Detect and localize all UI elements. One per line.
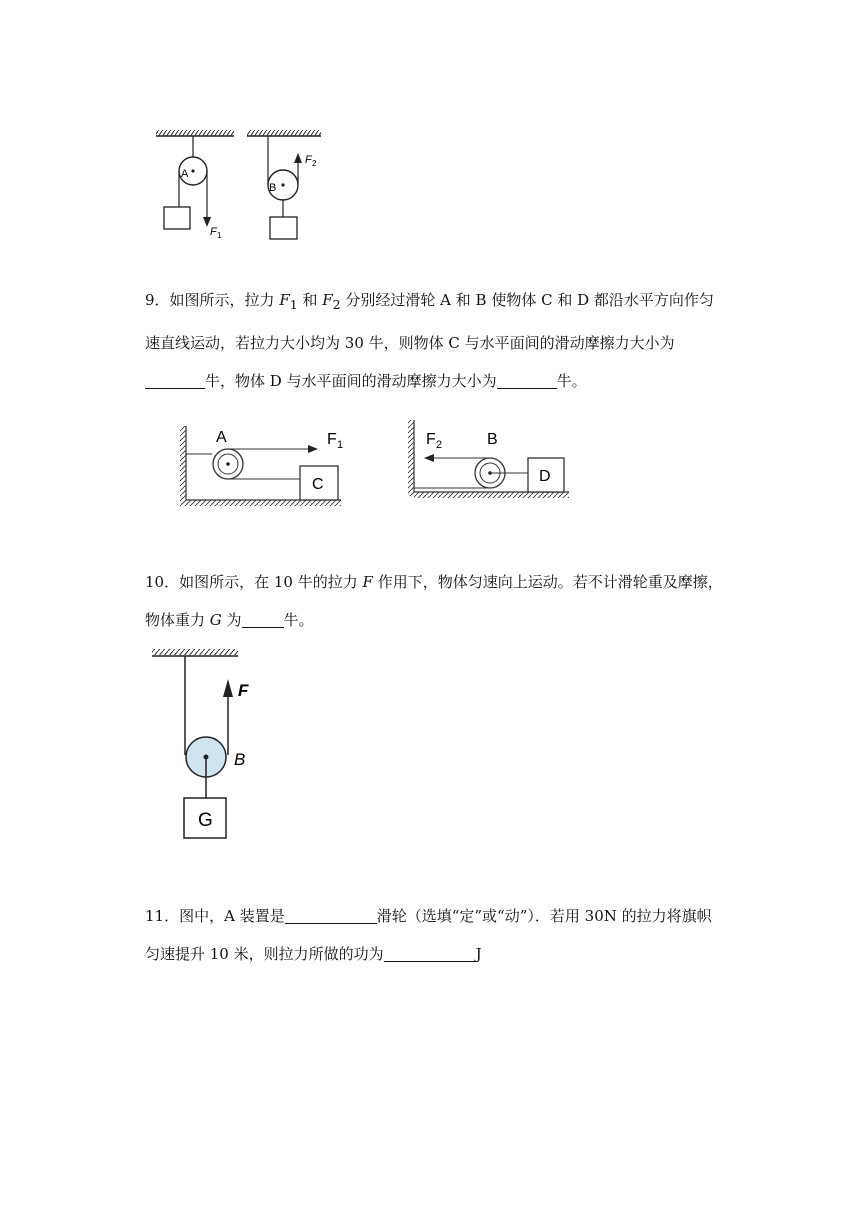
label-f1-sub: 1 xyxy=(217,231,222,240)
label-f1: F xyxy=(327,431,337,448)
question-9: 9．如图所示，拉力 $F_1$ 和 $F_2$ 分别经过滑轮 A 和 B 使物体 C 和 D 都沿水平方向作匀速直线运动，若拉力大小均为 30 牛，则物体 C 与水平面间的滑动摩擦力大小为牛，物体 D 与水平面间的滑动摩擦力大小为 牛。 xyxy=(145,291,714,390)
answer-blank-g[interactable] xyxy=(242,609,284,628)
label-block-g: G xyxy=(198,810,213,831)
figure-movable-pulley xyxy=(148,645,258,840)
label-pulley-b: B xyxy=(234,750,246,769)
label-pulley-a: A xyxy=(216,429,227,446)
arrow-f xyxy=(223,679,233,697)
label-f1-sub: 1 xyxy=(337,439,344,451)
ceiling-left xyxy=(156,130,234,136)
figure-horizontal-pulleys xyxy=(176,420,576,512)
arrow-f1 xyxy=(308,445,318,453)
label-f: F xyxy=(238,681,249,700)
ceiling xyxy=(152,649,238,655)
label-f2: F xyxy=(426,431,436,448)
label-pulley-b: B xyxy=(487,431,498,448)
answer-blank-work[interactable] xyxy=(384,943,476,962)
label-pulley-b: B xyxy=(269,182,277,194)
arrow-f2 xyxy=(424,454,434,462)
label-f2-sub: 2 xyxy=(312,159,317,168)
label-f1: F xyxy=(210,226,217,238)
block-left xyxy=(164,207,190,229)
label-pulley-a: A xyxy=(181,168,189,180)
answer-blank-c[interactable] xyxy=(145,370,205,389)
arrow-f2 xyxy=(294,153,302,163)
question-9-number: 9． xyxy=(145,291,170,309)
ceiling-right xyxy=(247,130,321,136)
question-10: 10．如图所示，在 10 牛的拉力 F 作用下，物体匀速向上运动。若不计滑轮重及摩擦，物体重力 G 为 牛。 xyxy=(145,573,723,629)
label-f2: F xyxy=(305,154,312,166)
label-f2-sub: 2 xyxy=(436,439,443,451)
figure-vertical-pulleys xyxy=(150,125,330,245)
label-block-d: D xyxy=(539,468,551,485)
block-right xyxy=(270,217,297,239)
question-11-number: 11． xyxy=(145,907,180,925)
label-block-c: C xyxy=(312,476,324,493)
answer-blank-type[interactable] xyxy=(285,905,377,924)
answer-blank-d[interactable] xyxy=(497,370,557,389)
question-11: 11．图中，A 装置是 滑轮（选填“定”或“动”）．若用 30N 的拉力将旗帜匀速提升 10 米，则拉力所做的功为 J xyxy=(145,907,712,963)
question-10-number: 10． xyxy=(145,573,180,591)
